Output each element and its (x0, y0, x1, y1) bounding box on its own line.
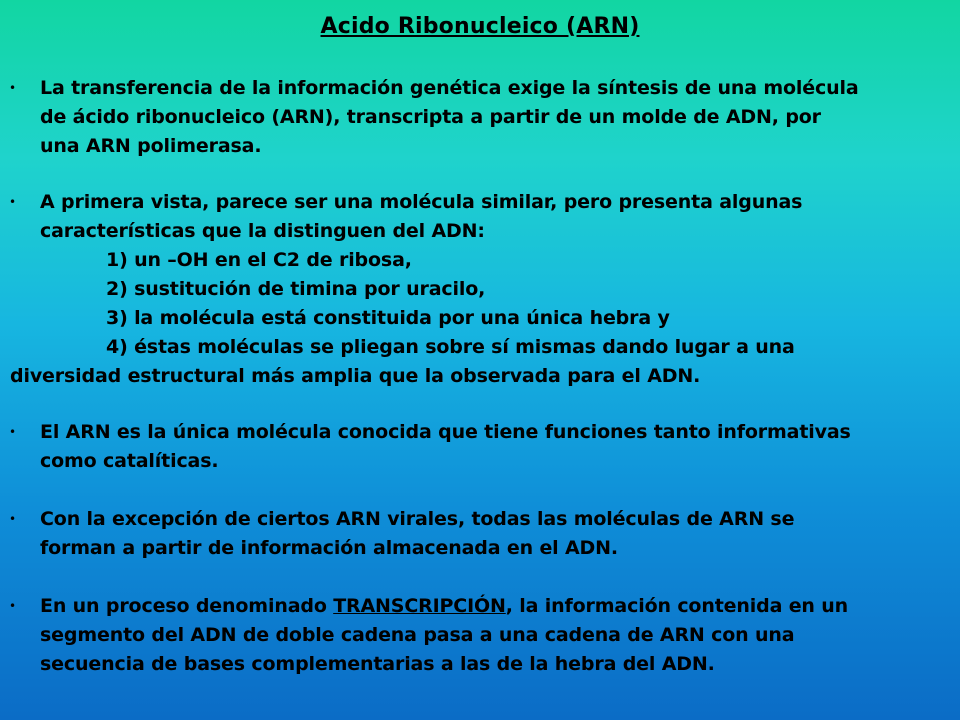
paragraph-rna-functions (40, 418, 960, 476)
paragraph-rna-synthesis (40, 74, 960, 161)
text-line: una ARN polimerasa. (40, 135, 262, 157)
paragraph-rna-origin (40, 505, 960, 563)
bullet-icon: • (9, 599, 17, 613)
text-line: diversidad estructural más amplia que la observada para el ADN. (10, 365, 701, 387)
text-line: forman a partir de información almacenada en el ADN. (40, 537, 618, 559)
slide-title: Acido Ribonucleico (ARN) (320, 14, 640, 39)
list-item: 3) la molécula está constituida por una única hebra y (106, 307, 670, 329)
list-item: 1) un –OH en el C2 de ribosa, (106, 249, 412, 271)
text-line: La transferencia de la información genética exige la síntesis de una molécula (40, 77, 859, 99)
text-line: A primera vista, parece ser una molécula similar, pero presenta algunas (40, 191, 803, 213)
bullet-icon: • (9, 425, 17, 439)
text-line: como catalíticas. (40, 450, 219, 472)
text-line: Con la excepción de ciertos ARN virales, todas las moléculas de ARN se (40, 508, 795, 530)
text-line (40, 592, 960, 621)
paragraph-transcription (40, 592, 960, 679)
text-line: secuencia de bases complementarias a las de la hebra del ADN. (40, 653, 715, 675)
text-line: El ARN es la única molécula conocida que tiene funciones tanto informativas (40, 421, 851, 443)
bullet-icon: • (9, 512, 17, 526)
list-item: 2) sustitución de timina por uracilo, (106, 278, 486, 300)
bullet-icon: • (9, 81, 17, 95)
transcription-term: TRANSCRIPCIÓN (333, 595, 506, 617)
bullet-icon: • (9, 195, 17, 209)
text-fragment: , la información contenida en un (505, 595, 849, 617)
paragraph-rna-characteristics (10, 188, 960, 391)
text-line: segmento del ADN de doble cadena pasa a una cadena de ARN con una (40, 624, 795, 646)
list-item: 4) éstas moléculas se pliegan sobre sí mismas dando lugar a una (106, 336, 795, 358)
text-fragment: En un proceso denominado (40, 595, 334, 617)
text-line: características que la distinguen del ADN: (40, 220, 485, 242)
text-line: de ácido ribonucleico (ARN), transcripta a partir de un molde de ADN, por (40, 106, 821, 128)
